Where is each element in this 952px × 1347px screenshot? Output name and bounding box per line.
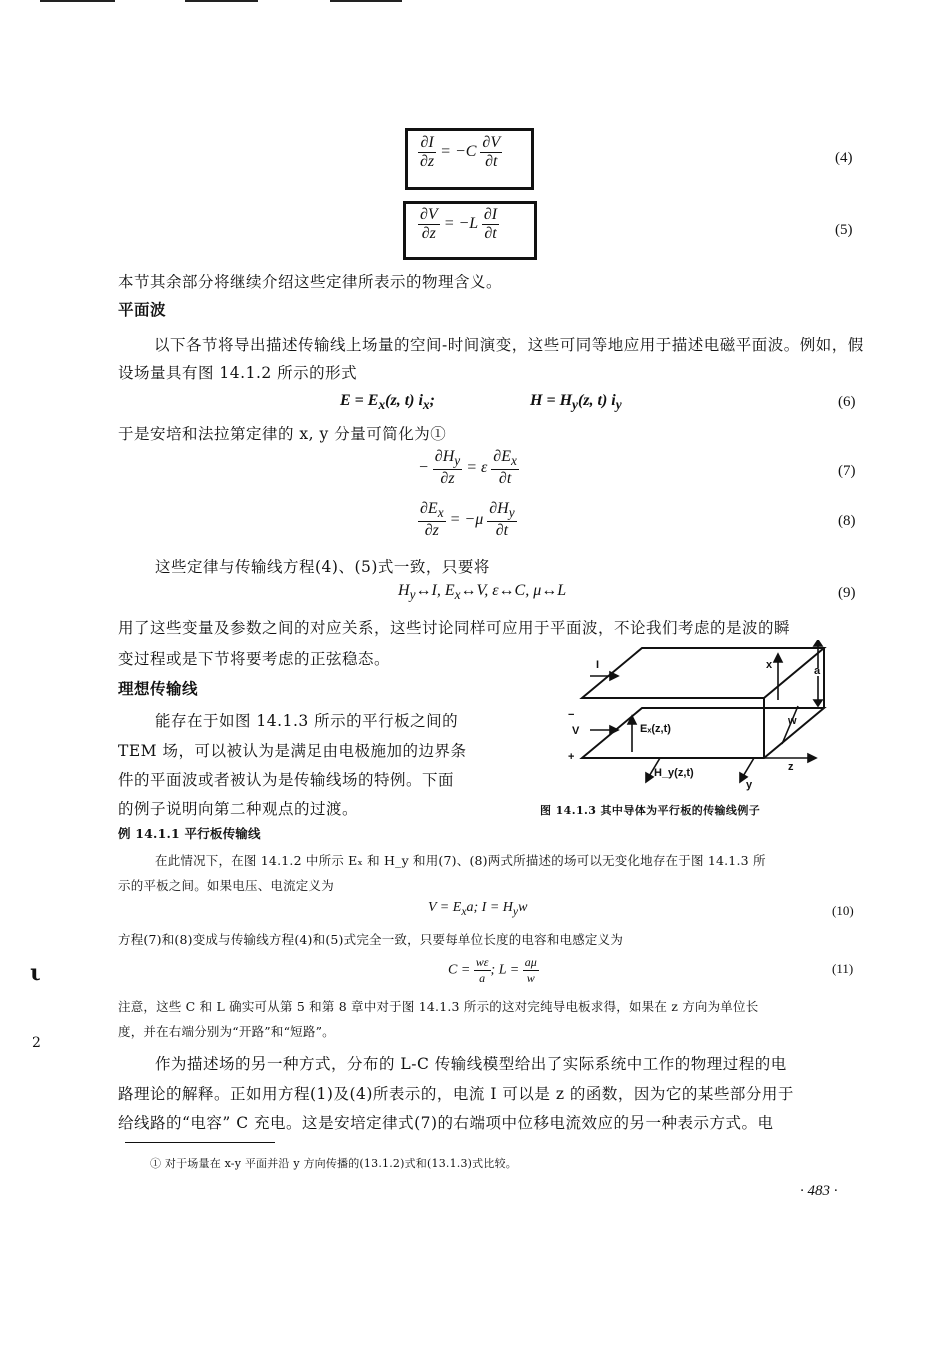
- eq5-lhs-den: ∂z: [421, 225, 436, 242]
- eq4-lhs: [418, 134, 436, 171]
- margin-mark-1: ι: [30, 960, 41, 986]
- eq8-rhs-num: ∂H: [489, 500, 509, 517]
- eq7-lhs-num: ∂H: [434, 448, 455, 465]
- eq6-right: H = H: [530, 392, 573, 409]
- margin-mark-2: 2: [32, 1035, 41, 1051]
- paragraph-7c: 给线路的“电容” C 充电。这是安培定律式(7)的右端项中位移电流效应的另一种表示方式。电: [118, 1114, 774, 1132]
- paragraph-6c: 件的平面波或者被认为是传输线场的特例。下面: [118, 771, 455, 789]
- eq8-rhs-num-sub: y: [508, 505, 515, 521]
- eq8-lhs-den: ∂z: [424, 522, 439, 540]
- eq8-lhs-num: ∂E: [420, 500, 438, 517]
- example-line-2: 方程(7)和(8)变成与传输线方程(4)和(5)式完全一致，只要每单位长度的电容和电感定义为: [118, 932, 624, 947]
- x-axis-arrowhead: [774, 654, 782, 662]
- eq11-number: (11): [832, 961, 854, 976]
- top-rule-2: [185, 0, 258, 2]
- dimension-a-arrow-top: [814, 640, 822, 646]
- label-w: w: [788, 715, 797, 727]
- eq7-rhs: [491, 448, 519, 488]
- eq4-mid: = −C: [440, 143, 477, 161]
- eq11-c-num: wε: [475, 955, 489, 969]
- eq7-rhs-num-sub: x: [510, 453, 517, 469]
- eq7-mid: = ε: [466, 458, 488, 476]
- example-line-3a: 注意，这些 C 和 L 确实可从第 5 和第 8 章中对于图 14.1.3 所示的这对完纯导电板求得，如果在 z 方向为单位长: [118, 999, 759, 1014]
- eq7-pre: −: [418, 458, 429, 476]
- label-I: I: [596, 659, 600, 671]
- eq8-number: (8): [838, 513, 856, 529]
- eq11-c-frac: [474, 955, 491, 986]
- paragraph-7b: 路理论的解释。正如用方程(1)及(4)所表示的，电流 I 可以是 z 的函数，因为它的某些部分用于: [118, 1085, 794, 1103]
- eq8-rhs-den: ∂t: [495, 522, 509, 540]
- eq7-lhs-den: ∂z: [440, 470, 455, 488]
- eq6-left-rest: (z, t) i: [385, 392, 423, 409]
- eq11-l: L =: [498, 962, 520, 978]
- eq6-right-sub2: y: [615, 397, 622, 413]
- eq11-l-num: aμ: [524, 955, 537, 969]
- paragraph-2-text: 以下各节将导出描述传输线上场量的空间-时间演变，这些可同等地应用于描述电磁平面波。例如，假设场量具有图 14.1.2 所示的形式: [118, 336, 864, 382]
- paragraph-5a: 用了这些变量及参数之间的对应关系，这些讨论同样可应用于平面波，不论我们考虑的是波的瞬: [118, 619, 791, 637]
- eq7-rhs-den: ∂t: [498, 470, 512, 488]
- label-V: V: [572, 725, 580, 737]
- z-axis-arrowhead: [808, 754, 816, 762]
- paragraph-1: 本节其余部分将继续介绍这些定律所表示的物理含义。: [118, 273, 503, 291]
- example-line-3b: 度，并在右端分别为“开路”和“短路”。: [118, 1024, 335, 1039]
- top-rule-3: [330, 0, 402, 2]
- eq11-sep: ;: [490, 962, 496, 978]
- example-title: 例 14.1.1 平行板传输线: [118, 826, 261, 841]
- paragraph-7a: 作为描述场的另一种方式，分布的 L-C 传输线模型给出了实际系统中工作的物理过程的电: [155, 1055, 787, 1073]
- eq9-sub: y: [409, 587, 416, 603]
- eq4-rhs-den: ∂t: [485, 153, 498, 170]
- top-plate: [582, 648, 824, 698]
- paragraph-5b: 变过程或是下节将要考虑的正弦稳态。: [118, 650, 391, 668]
- heading-plane-wave: 平面波: [118, 300, 167, 319]
- eq5-lhs-num: ∂V: [420, 206, 438, 223]
- footnote-rule: [125, 1142, 275, 1143]
- eq6-left-sub2: x: [422, 397, 430, 413]
- label-Hy: H_y(z,t): [654, 767, 694, 779]
- page-number: · 483 ·: [800, 1183, 838, 1199]
- eq5-rhs-den: ∂t: [484, 225, 497, 242]
- eq11-l-den: w: [526, 971, 535, 985]
- eq6-left-sub: x: [378, 397, 386, 413]
- eq9-sub2: x: [454, 587, 461, 603]
- eq10-sub: x: [461, 904, 467, 918]
- figure-parallel-plate: [560, 640, 850, 800]
- equation-6-right: [530, 392, 622, 413]
- paragraph-2: [118, 331, 868, 387]
- eq5-number: (5): [835, 222, 853, 238]
- paragraph-4: 这些定律与传输线方程(4)、(5)式一致，只要将: [155, 558, 490, 576]
- eq8-lhs: [418, 500, 446, 540]
- eq10-sub2: y: [512, 904, 519, 918]
- label-y: y: [746, 779, 753, 791]
- eq11-c: C =: [448, 962, 471, 978]
- label-z: z: [788, 761, 794, 773]
- eq7-lhs-num-sub: y: [454, 453, 461, 469]
- current-arrowhead: [610, 672, 618, 680]
- eq10-v: V = E: [428, 900, 462, 915]
- label-x: x: [766, 659, 773, 671]
- equation-6: [340, 392, 435, 413]
- eq9-rest2: ↔V, ε↔C, μ↔L: [460, 582, 567, 599]
- eq6-right-rest: (z, t) i: [577, 392, 616, 409]
- paragraph-6d: 的例子说明向第二种观点的过渡。: [118, 800, 359, 818]
- equation-7: [418, 448, 519, 488]
- eq9-rest: ↔I, E: [415, 582, 455, 599]
- label-plus: +: [568, 751, 575, 763]
- eq5-rhs: [482, 206, 499, 243]
- ex-arrowhead: [628, 716, 636, 724]
- equation-11: [448, 955, 539, 986]
- eq6-number: (6): [838, 394, 856, 410]
- example-line-1a: 在此情况下，在图 14.1.2 中所示 Eₓ 和 H_y 和用(7)、(8)两式所描述的场可以无变化地存在于图 14.1.3 所: [155, 853, 766, 868]
- eq9-number: (9): [838, 585, 856, 601]
- eq4-number: (4): [835, 150, 853, 166]
- example-line-1b: 示的平板之间。如果电压、电流定义为: [118, 878, 334, 893]
- equation-5: [418, 206, 499, 243]
- eq4-lhs-num: ∂I: [418, 134, 436, 153]
- eq10-rest: a; I = H: [466, 900, 513, 915]
- label-minus: −: [568, 709, 575, 721]
- eq5-lhs: [418, 206, 440, 243]
- eq8-rhs: [487, 500, 516, 540]
- paragraph-3: 于是安培和法拉第定律的 x, y 分量可简化为①: [118, 425, 447, 443]
- eq4-rhs-num: ∂V: [482, 134, 501, 151]
- paragraph-6b: TEM 场，可以被认为是满足由电极施加的边界条: [118, 742, 467, 760]
- equation-4: [418, 134, 502, 171]
- eq10-number: (10): [832, 903, 854, 918]
- eq6-right-sub: y: [572, 397, 578, 413]
- figure-caption: 图 14.1.3 其中导体为平行板的传输线例子: [540, 804, 761, 817]
- eq4-rhs: [480, 134, 502, 171]
- eq7-lhs: [433, 448, 462, 488]
- eq6-left-end: ;: [429, 392, 435, 409]
- top-rule-1: [40, 0, 115, 2]
- heading-ideal-line: 理想传输线: [118, 679, 199, 698]
- eq8-mid: = −μ: [449, 510, 484, 528]
- label-a: a: [814, 665, 821, 677]
- eq7-rhs-num: ∂E: [493, 448, 511, 465]
- equation-9: [398, 582, 566, 603]
- eq4-lhs-den: ∂z: [420, 153, 435, 170]
- dimension-a-arrow-bottom: [814, 700, 822, 706]
- equation-10: [428, 900, 527, 918]
- eq10-rest2: w: [518, 900, 528, 915]
- eq8-lhs-num-sub: x: [437, 505, 444, 521]
- hy-arrowhead: [646, 773, 653, 782]
- eq5-rhs-num: ∂I: [483, 206, 498, 223]
- eq7-number: (7): [838, 463, 856, 479]
- footnote: ① 对于场量在 x-y 平面并沿 y 方向传播的(13.1.2)式和(13.1.3)式比较。: [150, 1157, 517, 1170]
- voltage-arrowhead: [610, 726, 618, 734]
- label-Ex: Eₓ(z,t): [640, 723, 671, 735]
- equation-8: [418, 500, 517, 540]
- eq5-mid: = −L: [443, 215, 478, 233]
- eq9-h: H: [398, 582, 410, 599]
- eq11-l-frac: [523, 955, 539, 986]
- eq11-c-den: a: [479, 971, 486, 985]
- eq6-left: E = E: [340, 392, 379, 409]
- paragraph-6a: 能存在于如图 14.1.3 所示的平行板之间的: [155, 712, 459, 730]
